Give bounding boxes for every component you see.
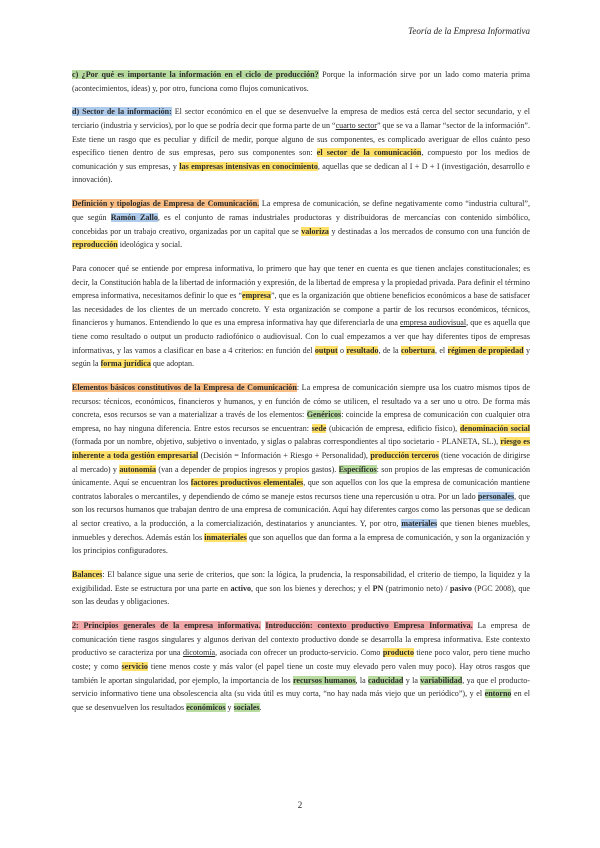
paragraph-text: que tienen bienes muebles, inmuebles y derechos. Además están los bbox=[72, 519, 530, 542]
paragraph-text: , la bbox=[355, 675, 369, 685]
paragraph-text: y según la bbox=[72, 345, 530, 369]
paragraph-text: (Decisión = Información + Riesgo + Personalidad), bbox=[198, 451, 371, 461]
paragraph-text: , que son aquellos con los que la empresa de comunicación mantiene contratos laborales o mercantiles, y dependiendo de cómo se maneje estos recursos tiene una repercusión u otra. Por un lado bbox=[72, 478, 530, 501]
highlight-term: denominación social bbox=[459, 423, 530, 433]
paragraph-text: , es el conjunto de ramas industriales productoras y distribuidoras de mercancías con contenido simbólico, concebidas por un trabajo creativo, organizadas por un capital que se bbox=[72, 212, 531, 236]
highlight-term: factores productivos elementales bbox=[190, 478, 304, 488]
paragraph-text: en el que se desenvuelven los resultados bbox=[72, 689, 530, 712]
paragraph-text: : son propios de las empresas de comunicación únicamente. Aquí se encuentran los bbox=[72, 464, 531, 488]
paragraph-text: tiene menos coste y más valor (el papel tiene un coste muy elevado pero valen muy poco). Hay otros rasgos que también le aportan singularidad, por ejemplo, la importancia de los bbox=[72, 661, 530, 685]
paragraph-text: que adoptan. bbox=[150, 359, 195, 369]
highlight-term: riesgo es inherente a toda gestión empresarial bbox=[72, 437, 530, 461]
paragraph-text: La empresa de comunicación, se define negativamente como “industria cultural”, que según bbox=[72, 199, 530, 222]
paragraph-text: ” que se va a llamar “sector de la información”. Este tiene un rasgo que es peculiar y difícil de medir, porque alguno de sus componentes, es complicado averiguar de ellos cuánto peso específico tienen dentro de sus empresas, pero sus componentes son: bbox=[72, 121, 530, 158]
heading-definition: Definición y tipologías de Empresa de Comunicación. bbox=[72, 199, 260, 209]
paragraph-text: : La empresa de comunicación siempre usa los cuatro mismos tipos de recursos: técnicos, económicos, financieros y humanos, y en función de cómo se utilicen, el resultado va a ser uno u otro. De forma más concreta, esos recursos se van a materializar a través de los elementos: bbox=[72, 383, 530, 420]
paragraph-text: , que son los bienes y derechos; y el bbox=[251, 583, 373, 593]
running-header: Teoría de la Empresa Informativa bbox=[408, 26, 530, 36]
bold-term: pasivo bbox=[449, 583, 472, 593]
highlight-term: Ramón Zallo bbox=[110, 212, 158, 222]
highlight-term: reproducción bbox=[72, 240, 118, 250]
paragraph-text: El sector económico en el que se desenvuelve la empresa de medios está cerca del sector secundario, y el terciario (industria y servicios), por lo que se podría decir que forma parte de un “ bbox=[72, 107, 530, 131]
heading-balances: Balances bbox=[72, 570, 103, 580]
bold-term: PN bbox=[372, 583, 384, 593]
paragraph-text: y destinadas a los mercados de consumo con una función de bbox=[328, 226, 530, 236]
heading-productive-context: Introducción: contexto productivo Empresa Informativa. bbox=[265, 621, 473, 631]
paragraph-text: que son aquellos que dan forma a la empresa de comunicación, y son la organización y los principios configuradores. bbox=[72, 532, 530, 556]
highlight-term: producción terceros bbox=[370, 451, 439, 461]
paragraph-text: tiene poco valor, pero tiene mucho coste; y como bbox=[72, 648, 530, 671]
underlined-term: dicotomía bbox=[182, 648, 216, 658]
highlight-term: el sector de la comunicación bbox=[316, 148, 422, 158]
paragraph-information-sector bbox=[72, 105, 530, 187]
page-number: 2 bbox=[297, 800, 303, 810]
highlight-term: inmateriales bbox=[204, 532, 247, 542]
highlight-term: variabilidad bbox=[420, 675, 463, 685]
paragraph-text: (ubicación de empresa, edificio físico), bbox=[326, 423, 460, 433]
paragraph-text: (tiene vocación de dirigirse al mercado) y bbox=[72, 451, 531, 474]
underlined-term: empresa audiovisual bbox=[399, 318, 467, 328]
highlight-term: autonomía bbox=[119, 464, 157, 474]
paragraph-text: : El balance sigue una serie de criterios, que son: la lógica, la prudencia, la responsabilidad, el criterio de tiempo, la liquidez y la exigibilidad. Este se estructura por una parte en bbox=[72, 570, 530, 593]
paragraph-text: , que son los recursos humanos que trabajan dentro de una empresa de comunicación. Aquí hay diferentes cargos como las personas que se dedican al sector creativo, a la producción, a la comercialización, destinatarios y anunciantes. Y, por otro, bbox=[72, 491, 530, 528]
document-body bbox=[72, 68, 530, 725]
paragraph-text: y la bbox=[403, 675, 421, 685]
paragraph-basic-elements bbox=[72, 381, 530, 558]
paragraph-text: , el bbox=[434, 345, 448, 355]
paragraph-balances bbox=[72, 568, 530, 609]
paragraph-text: , de la bbox=[378, 345, 401, 355]
paragraph-text: , aquellas que se dedican al I + D + I (investigación, desarrollo e innovación). bbox=[72, 161, 530, 185]
highlight-term: Específicos bbox=[338, 464, 377, 474]
paragraph-definition bbox=[72, 197, 530, 251]
underlined-term: cuarto sector bbox=[335, 121, 377, 131]
highlight-term: personales bbox=[477, 491, 515, 501]
highlight-term: régimen de propiedad bbox=[447, 345, 524, 355]
paragraph-text: , ya que el producto-servicio informativo tiene una obsolescencia alta (su vida útil es muy corta, “no hay nada más viejo que un periódico”), y el bbox=[72, 675, 530, 699]
highlight-term: económicos bbox=[186, 702, 226, 712]
highlight-term: recursos humanos bbox=[292, 675, 356, 685]
paragraph-text: (PGC 2008), que son las deudas y obligaciones. bbox=[72, 583, 530, 607]
heading-general-principles: 2: Principios generales de la empresa informativa. bbox=[72, 621, 261, 631]
paragraph-informative-company bbox=[72, 262, 530, 371]
paragraph-text: Porque la información sirve por un lado como materia prima (acontecimientos, ideas) y, por otro, funciona como flujos comunicativos. bbox=[72, 70, 531, 93]
paragraph-text: (patrimonio neto) / bbox=[383, 583, 450, 593]
highlight-term: empresa bbox=[242, 291, 271, 301]
heading-basic-elements: Elementos básicos constitutivos de la Empresa de Comunicación bbox=[72, 383, 297, 393]
highlight-term: Genéricos bbox=[306, 410, 342, 420]
highlight-term: sede bbox=[311, 423, 327, 433]
highlight-term: entorno bbox=[484, 689, 512, 699]
bold-term: activo bbox=[230, 583, 251, 593]
highlight-term: cobertura bbox=[400, 345, 435, 355]
paragraph-text: (van a depender de propios ingresos y propios gastos). bbox=[156, 464, 339, 474]
highlight-term: las empresas intensivas en conocimiento bbox=[179, 161, 318, 171]
paragraph-text: y bbox=[225, 702, 234, 712]
highlight-term: materiales bbox=[401, 519, 438, 528]
highlight-term: output bbox=[314, 345, 338, 355]
highlight-term: forma jurídica bbox=[100, 359, 151, 369]
paragraph-general-principles bbox=[72, 619, 530, 714]
heading-information-importance: c) ¿Por qué es importante la información en el ciclo de producción? bbox=[72, 70, 319, 79]
paragraph-text: , que es aquella que tiene como resultado o output un producto radiofónico o audiovisual. Con lo cual empezamos a ver que hay diferentes tipos de empresas informativas, y las vamos a clasificar en base a 4 criterios: en función del bbox=[72, 318, 531, 355]
highlight-term: sociales bbox=[233, 702, 260, 712]
highlight-term: servicio bbox=[121, 661, 148, 671]
paragraph-text: ”, que es la organización que obtiene beneficios económicos a base de satisfacer las necesidades de los clientes de un mercado concreto. Y esta organización se compone a partir de los recursos económicos, técnicos, financieros y humanos. Entendiendo lo que es una empresa informativa hay que diferenciarla de una bbox=[72, 291, 531, 328]
paragraph-text: ideológica y social. bbox=[117, 240, 183, 250]
paragraph-text: , asociada con ofrecer un producto-servicio. Como bbox=[215, 648, 383, 658]
highlight-term: producto bbox=[382, 648, 414, 658]
highlight-term: resultado bbox=[346, 345, 379, 355]
heading-information-sector: d) Sector de la información: bbox=[72, 107, 172, 117]
paragraph-text: (formada por un nombre, objetivo, subjetivo o inventado, y siglas o palabras correspondientes al tipo societario - PLANETA, SL.), bbox=[72, 437, 501, 447]
paragraph-information-importance bbox=[72, 68, 530, 95]
paragraph-text: Para conocer qué se entiende por empresa informativa, lo primero que hay que tener en cuenta es que tienen anclajes constitucionales; es decir, la Constitución habla de la libertad de información y expresión, de la libertad de empresa y la propiedad privada. Para definir el término empresa informativa, necesitamos definir lo que es “ bbox=[72, 264, 530, 301]
paragraph-text: : coincide la empresa de comunicación con cualquier otra empresa, no hay ninguna diferencia. Entre estos recursos se encuentran: bbox=[72, 410, 531, 433]
paragraph-text: , compuesto por los medios de comunicación y sus empresas, y bbox=[72, 148, 530, 171]
paragraph-text: . bbox=[259, 702, 262, 712]
highlight-term: valoriza bbox=[301, 226, 329, 236]
paragraph-text: La empresa de comunicación tiene rasgos singulares y algunos derivan del contexto productivo donde se desarrolla la empresa informativa. Este contexto productivo se caracteriza por una bbox=[72, 621, 531, 658]
highlight-term: caducidad bbox=[368, 675, 404, 685]
paragraph-text: o bbox=[337, 345, 347, 355]
